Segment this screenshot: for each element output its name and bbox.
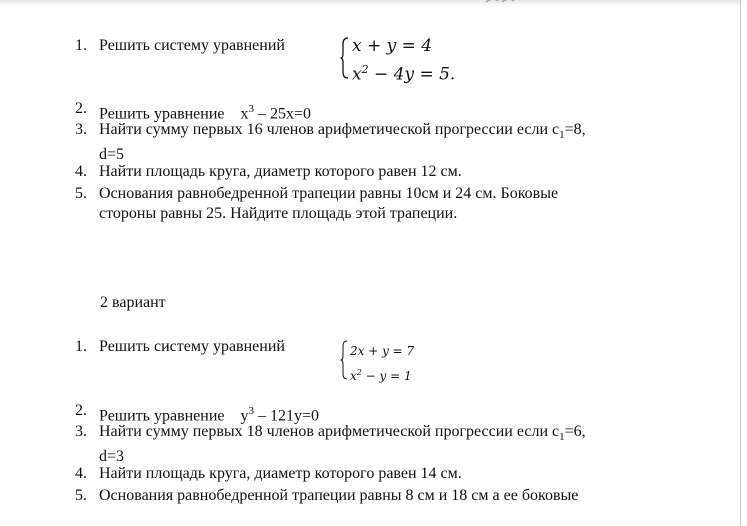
v2-task-2-label: Решить уравнение xyxy=(99,407,225,425)
v1-system-brace xyxy=(340,36,350,80)
v1-task-5-line2: стороны равны 25. Найдите площадь этой трапеции. xyxy=(99,205,458,222)
v2-task-5-text: Основания равнобедренной трапеции равны 8 см и 18 см а ее боковые xyxy=(99,487,579,504)
v2-task-3-sub: 1 xyxy=(559,431,565,444)
v1-task-2-eq-rest: – 25x=0 xyxy=(254,105,312,123)
v2-task-3-line1-end: =6, xyxy=(564,423,586,440)
v2-task-4-number: 4. xyxy=(75,465,87,482)
v1-task-1-text: Решить систему уравнений xyxy=(99,37,285,54)
v2-system-eq2 xyxy=(350,363,412,386)
v1-equation-system xyxy=(340,36,500,84)
v1-task-2-number: 2. xyxy=(75,100,87,117)
v2-task-3-number: 3. xyxy=(75,423,87,440)
v1-task-4-text: Найти площадь круга, диаметр которого равен 12 см. xyxy=(99,163,462,180)
scan-artifact-mark xyxy=(484,0,524,4)
v1-task-3-line2: d=5 xyxy=(99,146,125,164)
variant-2-heading: 2 вариант xyxy=(100,294,166,311)
v1-task-3-text xyxy=(99,120,679,165)
v1-task-5-text xyxy=(99,184,679,224)
v2-task-1-text: Решить систему уравнений xyxy=(99,338,285,355)
v2-system-eq2-base: x xyxy=(350,369,357,383)
v2-task-2-eq-base: y xyxy=(240,407,249,425)
v2-task-5-number: 5. xyxy=(75,487,87,504)
v1-system-eq2-base: x xyxy=(352,64,362,85)
cut-off-next-line xyxy=(230,509,350,515)
v1-task-2-eq-exp: 3 xyxy=(248,103,255,115)
v1-system-eq2 xyxy=(352,60,455,85)
v2-task-3-line2: d=3 xyxy=(99,448,125,466)
v2-system-eq2-exp: 2 xyxy=(356,368,362,377)
v1-task-5-number: 5. xyxy=(75,185,87,202)
v2-system-eq1: 2x + y = 7 xyxy=(350,344,415,358)
v1-task-3-sub: 1 xyxy=(559,129,565,142)
v1-system-eq2-exp: 2 xyxy=(361,63,369,76)
v2-task-2-number: 2. xyxy=(75,402,87,419)
v1-task-2-eq-base: x xyxy=(240,105,249,123)
v1-system-eq1: x + y = 4 xyxy=(352,36,433,56)
v2-task-3-line1: Найти сумму первых 18 членов арифметической прогрессии если с xyxy=(99,423,560,440)
page-top-edge xyxy=(0,0,740,6)
v1-task-1-number: 1. xyxy=(75,37,87,54)
v2-task-1-number: 1. xyxy=(75,338,87,355)
v1-task-3-line1: Найти сумму первых 16 членов арифметической прогрессии если с xyxy=(99,121,560,138)
v2-equation-system xyxy=(340,339,460,385)
v2-system-eq2-rest: − y = 1 xyxy=(361,369,412,383)
v1-system-eq2-rest: − 4y = 5. xyxy=(368,64,456,85)
v1-task-3-line1-end: =8, xyxy=(564,121,586,138)
v2-system-brace xyxy=(340,339,348,381)
v2-task-2-eq-rest: – 121y=0 xyxy=(254,407,320,425)
v2-task-2-eq-exp: 3 xyxy=(248,405,255,417)
v1-task-3-number: 3. xyxy=(75,121,87,138)
v2-task-3-text xyxy=(99,422,679,467)
v1-task-5-line1: Основания равнобедренной трапеции равны 10см и 24 см. Боковые xyxy=(99,185,559,202)
v2-task-4-text: Найти площадь круга, диаметр которого равен 14 см. xyxy=(99,465,462,482)
v1-task-2-label: Решить уравнение xyxy=(99,105,225,123)
v1-task-4-number: 4. xyxy=(75,163,87,180)
